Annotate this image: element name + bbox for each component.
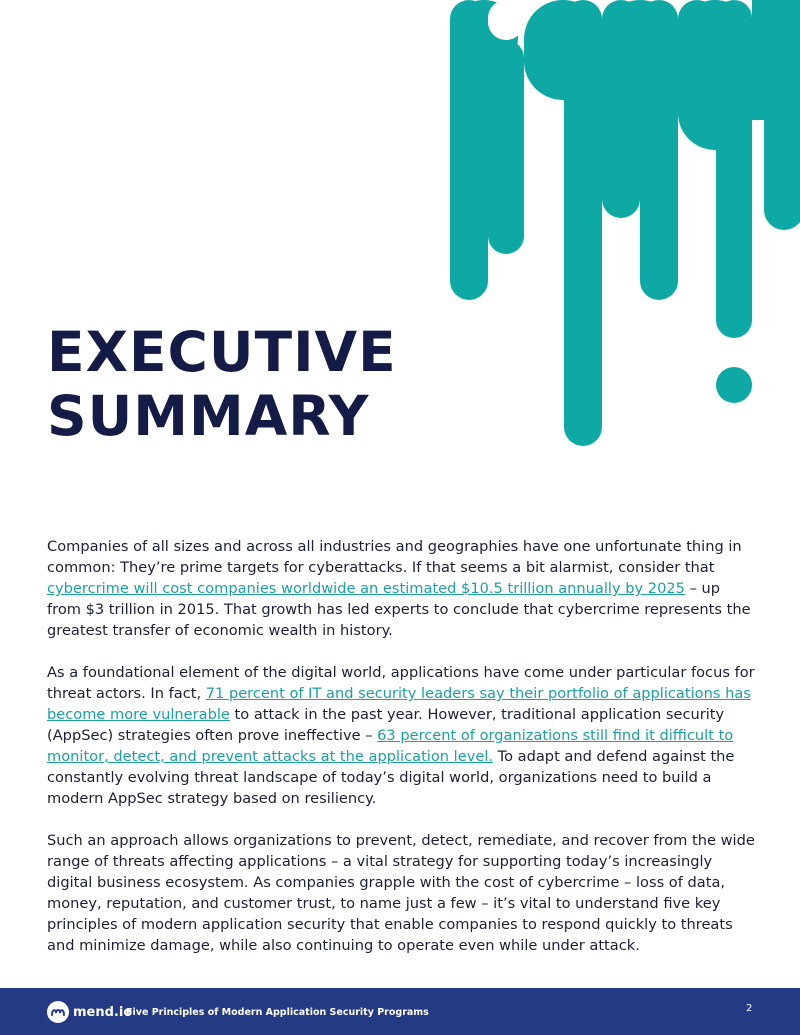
drip-bar <box>602 0 678 120</box>
footer-document-title: Five Principles of Modern Application Security Programs <box>126 1007 429 1018</box>
body-text <box>47 536 757 977</box>
drip-dot <box>716 367 752 403</box>
drip-bar <box>678 0 752 150</box>
paragraph-text: Such an approach allows organizations to prevent, detect, remediate, and recover from the wide range of threats affecting applications – a vital strategy for supporting today’s increasingly digital business ecosystem. As companies grapple with the cost of cybercrime – loss of data, money, reputation, and customer trust, to name just a few – it’s vital to understand five key principles of modern application security that enable companies to respond quickly to threats and minimize damage, while also continuing to operate even while under attack. <box>47 832 755 954</box>
drip-bar <box>524 0 602 100</box>
title-line-1: EXECUTIVE <box>47 320 397 384</box>
title-line-2: SUMMARY <box>47 384 370 448</box>
paragraph-text: Companies of all sizes and across all industries and geographies have one unfortunate thing in common: They’re prime targets for cyberattacks. If that seems a bit alarmist, consider that <box>47 538 742 576</box>
portfolio-vulnerable-link[interactable]: 71 percent of IT and security leaders say their portfolio of applications has become more vulnerable <box>47 685 751 723</box>
paragraph-text: – up from $3 trillion in 2015. That growth has led experts to conclude that cybercrime represents the greatest transfer of economic wealth in history. <box>47 580 751 639</box>
paragraph-text: As a foundational element of the digital world, applications have come under particular focus for threat actors. In fact, <box>47 664 755 702</box>
paragraph-2 <box>47 662 757 809</box>
drip-bar <box>488 40 524 254</box>
paragraph-1 <box>47 536 757 641</box>
mend-logo <box>47 1001 132 1023</box>
paragraph-text: To adapt and defend against the constantly evolving threat landscape of today’s digital world, organizations need to build a modern AppSec strategy based on resiliency. <box>47 748 735 807</box>
organizations-difficulty-link[interactable]: 63 percent of organizations still find it difficult to monitor, detect, and prevent attacks at the application level. <box>47 727 734 765</box>
mend-logo-icon <box>47 1001 69 1023</box>
paragraph-3 <box>47 830 757 956</box>
page-title <box>47 320 397 448</box>
page-number: 2 <box>746 1003 753 1014</box>
cybercrime-cost-link[interactable]: cybercrime will cost companies worldwide an estimated $10.5 trillion annually by 2025 <box>47 580 685 597</box>
logo-text: mend.io <box>73 1004 133 1020</box>
drip-bar <box>764 0 800 230</box>
footer-bar <box>0 988 800 1035</box>
paragraph-text: to attack in the past year. However, traditional application security (AppSec) strategies often prove ineffective – <box>47 706 725 744</box>
